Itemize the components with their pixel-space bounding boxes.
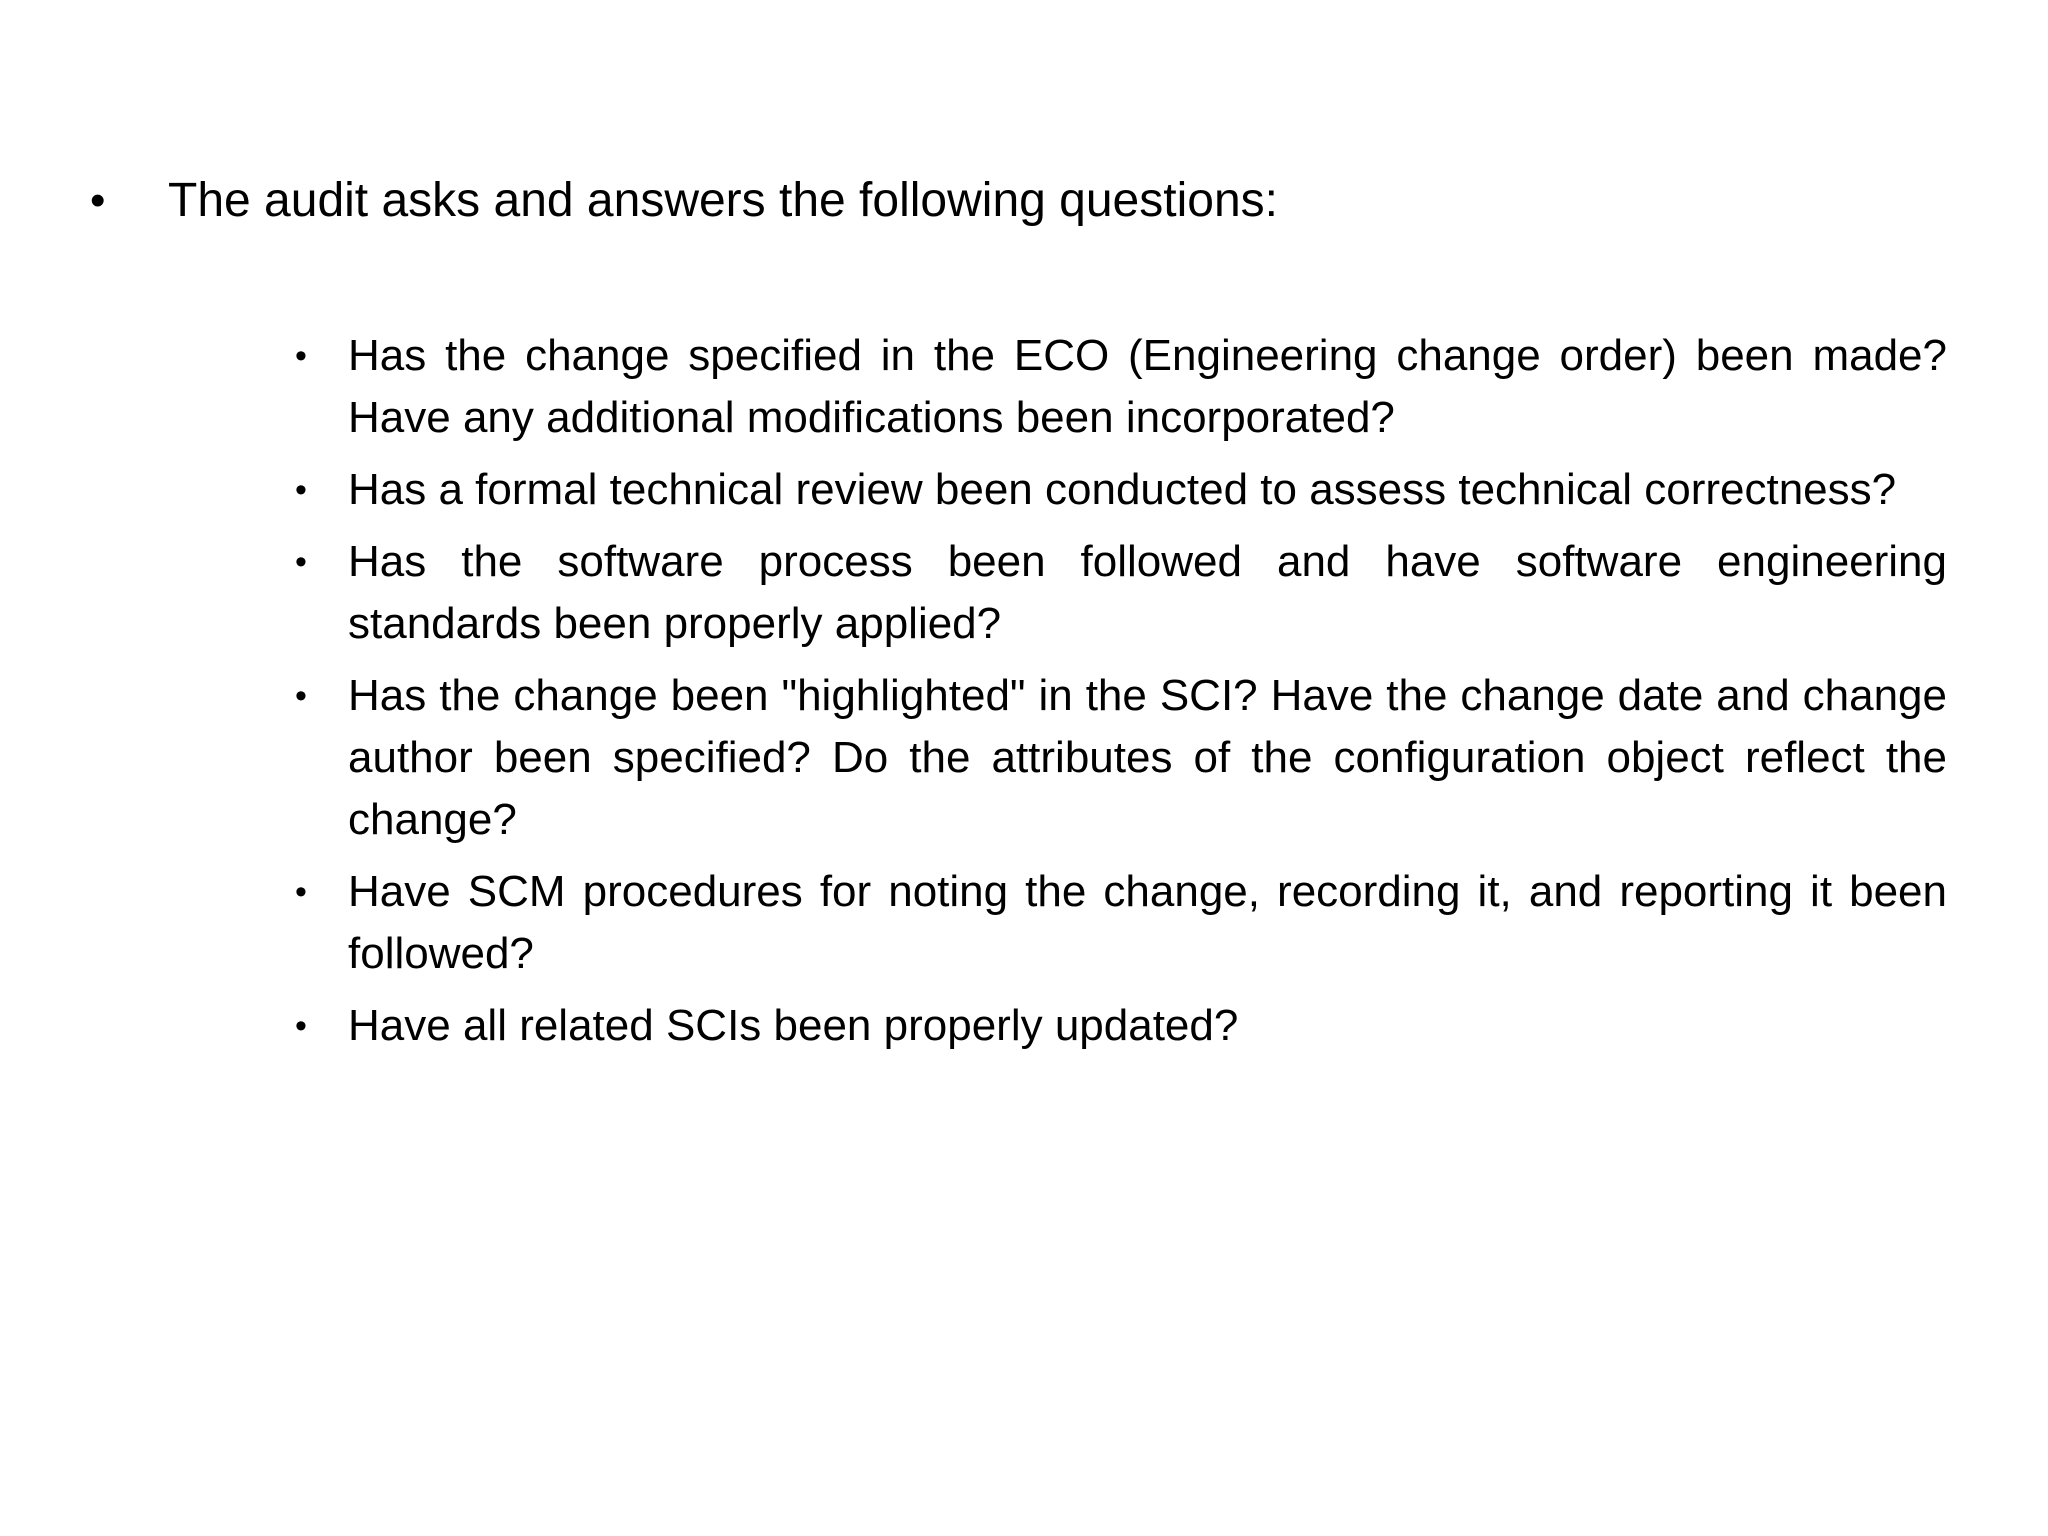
main-point-text: The audit asks and answers the following questions: [168, 174, 1278, 227]
question-item [292, 325, 1947, 449]
questions-list [292, 325, 1947, 1067]
question-item [292, 665, 1947, 851]
bullet-icon: • [90, 176, 106, 225]
question-text: Has a formal technical review been conducted to assess technical correctness? [348, 465, 1897, 514]
question-item [292, 459, 1947, 521]
question-item [292, 861, 1947, 985]
bullet-icon: • [295, 471, 307, 509]
question-item [292, 995, 1947, 1057]
question-item [292, 531, 1947, 655]
bullet-icon: • [295, 677, 307, 715]
bullet-icon: • [295, 543, 307, 581]
question-text: Have SCM procedures for noting the change, recording it, and reporting it been followed? [348, 867, 1947, 978]
bullet-icon: • [295, 1007, 307, 1045]
question-text: Have all related SCIs been properly updated? [348, 1001, 1239, 1050]
main-bullet [84, 165, 1964, 237]
bullet-icon: • [295, 337, 307, 375]
question-text: Has the change been "highlighted" in the SCI? Have the change date and change author been specified? Do the attributes of the configuration object reflect the change? [348, 671, 1947, 844]
question-text: Has the software process been followed and have software engineering standards been properly applied? [348, 537, 1947, 648]
question-text: Has the change specified in the ECO (Engineering change order) been made? Have any additional modifications been incorporated? [348, 331, 1947, 442]
bullet-icon: • [295, 873, 307, 911]
